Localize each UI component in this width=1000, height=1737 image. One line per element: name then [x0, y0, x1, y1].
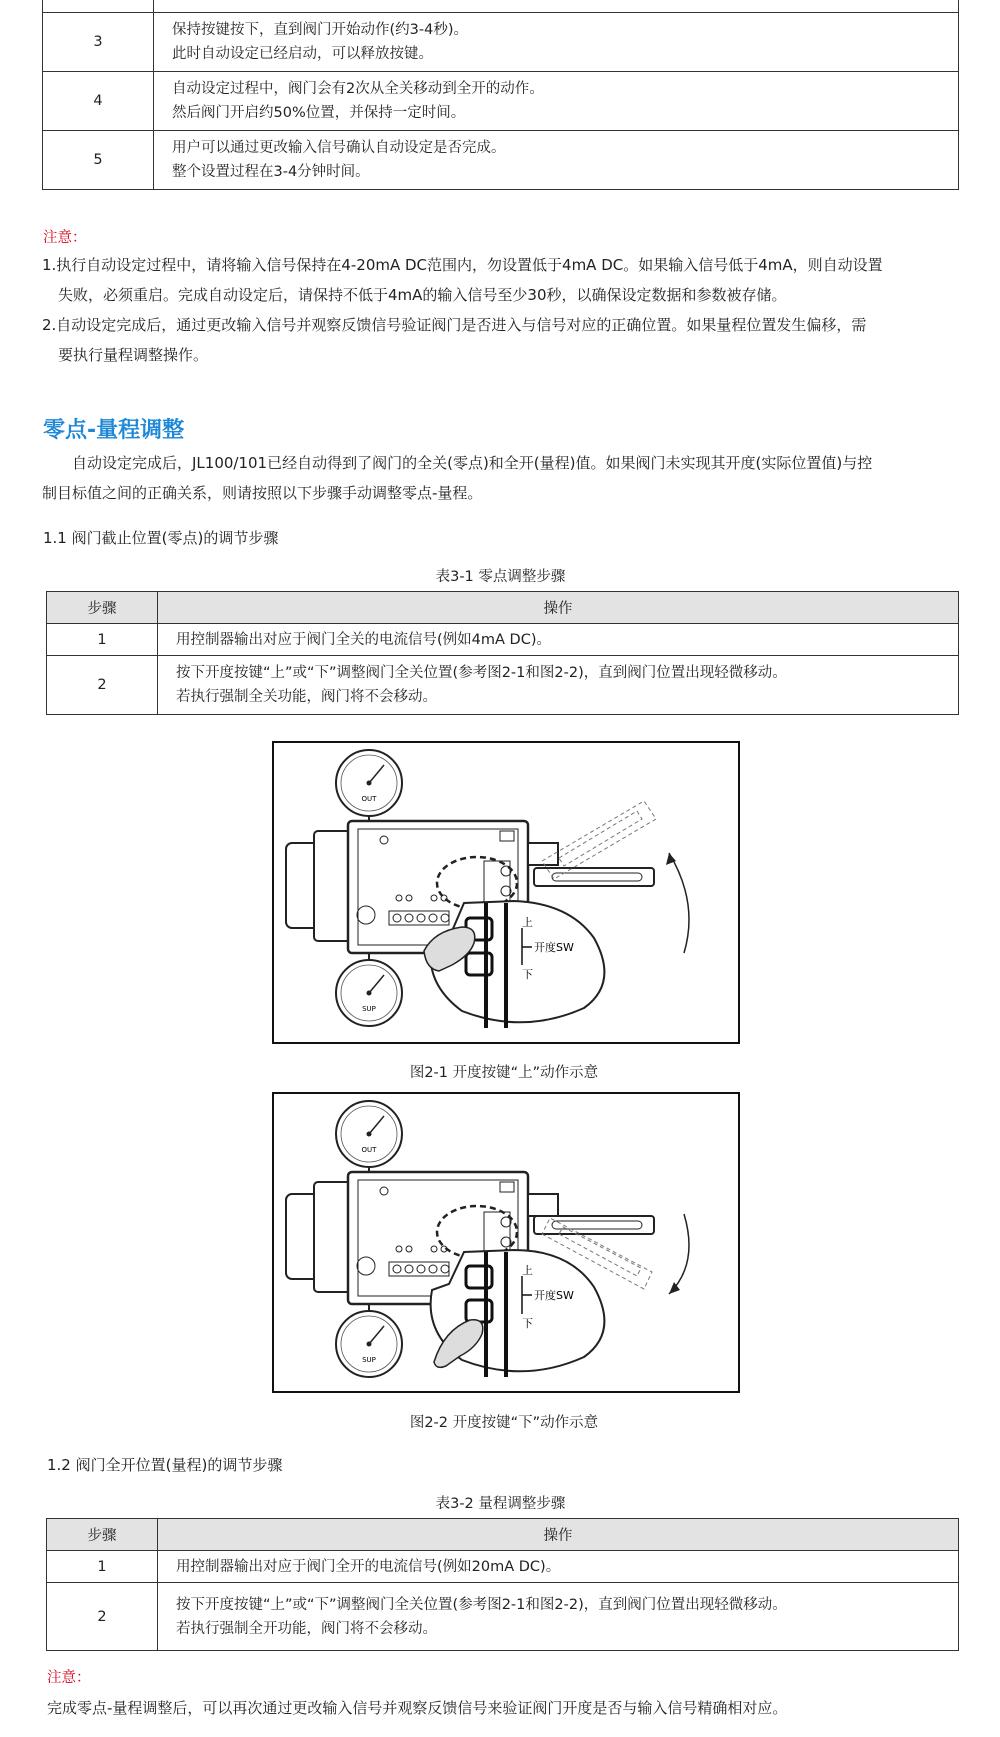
notice-line: 失败，必须重启。完成自动设定后，请保持不低于4mA的输入信号至少30秒，以确保设定数据和参数被存储。 — [58, 286, 787, 304]
key-up-label: 上 — [522, 1264, 533, 1277]
step-number: 5 — [43, 131, 154, 190]
table-row — [43, 131, 959, 190]
figure-down-key — [272, 1092, 740, 1393]
step-number: 4 — [43, 72, 154, 131]
step-text: 自动设定过程中，阀门会有2次从全关移动到全开的动作。 — [172, 81, 544, 97]
step-text: 用户可以通过更改输入信号确认自动设定是否完成。 — [172, 140, 506, 156]
step-number: 2 — [47, 656, 158, 715]
positioner-diagram — [274, 743, 738, 1042]
span-adjust-table — [46, 1518, 959, 1651]
notice-title: 注意： — [43, 230, 87, 246]
notice-line: 要执行量程调整操作。 — [58, 346, 209, 364]
figure-caption: 图2-2 开度按键“下”动作示意 — [409, 1415, 599, 1431]
intro-line: 自动设定完成后，JL100/101已经自动得到了阀门的全关(零点)和全开(量程)值。如果阀门未实现其开度(实际位置值)与控 — [72, 454, 873, 472]
gauge-sup-icon — [336, 1304, 402, 1377]
table-row — [47, 624, 959, 656]
col-header-op: 操作 — [158, 592, 959, 624]
step-number: 3 — [43, 13, 154, 72]
table-caption: 表3-2 量程调整步骤 — [435, 1496, 566, 1512]
table-row — [47, 1551, 959, 1583]
positioner-diagram — [274, 1094, 738, 1391]
notice-body — [42, 250, 972, 370]
intro-line: 制目标值之间的正确关系，则请按照以下步骤手动调整零点-量程。 — [42, 484, 483, 502]
step-text: 若执行强制全关功能，阀门将不会移动。 — [176, 689, 437, 705]
step-text: 按下开度按键“上”或“下”调整阀门全关位置(参考图2-1和图2-2)，直到阀门位置出现轻微移动。 — [176, 1596, 787, 1613]
switch-label: 开度SW — [534, 941, 574, 954]
zero-adjust-table — [46, 591, 959, 715]
table-row — [43, 72, 959, 131]
step-text: 按下开度按键“上”或“下”调整阀门全关位置(参考图2-1和图2-2)，直到阀门位置出现轻微移动。 — [176, 665, 787, 681]
gauge-label: OUT — [361, 795, 377, 803]
step-text: 整个设置过程在3-4分钟时间。 — [172, 164, 370, 180]
notice-title: 注意： — [47, 1670, 91, 1686]
notice-text: 完成零点-量程调整后，可以再次通过更改输入信号并观察反馈信号来验证阀门开度是否与输入信号精确相对应。 — [47, 1699, 788, 1717]
table-row — [43, 0, 959, 13]
step-text: 保持按键按下，直到阀门开始动作(约3-4秒)。 — [172, 22, 468, 38]
gauge-label: OUT — [361, 1146, 377, 1154]
subsection-heading: 1.2 阀门全开位置(量程)的调节步骤 — [47, 1456, 283, 1474]
key-down-label: 下 — [522, 968, 533, 981]
table-header-row — [47, 592, 959, 624]
section-title: 零点-量程调整 — [43, 418, 185, 443]
notice-line: 2.自动设定完成后，通过更改输入信号并观察反馈信号验证阀门是否进入与信号对应的正确位置。如果量程位置发生偏移，需 — [42, 316, 867, 334]
gauge-out-icon — [336, 1101, 402, 1174]
subsection-heading: 1.1 阀门截止位置(零点)的调节步骤 — [43, 529, 279, 547]
table-row — [47, 656, 959, 715]
step-text: 此时自动设定已经启动，可以释放按键。 — [172, 46, 433, 62]
rotate-arrow-icon — [669, 1214, 689, 1294]
step-text: 若执行强制全开功能，阀门将不会移动。 — [176, 1620, 437, 1637]
switch-label: 开度SW — [534, 1289, 574, 1302]
gauge-label: SUP — [362, 1356, 376, 1364]
key-up-label: 上 — [522, 916, 533, 929]
table-header-row — [47, 1519, 959, 1551]
figure-caption: 图2-1 开度按键“上”动作示意 — [409, 1065, 599, 1081]
gauge-out-icon — [336, 750, 402, 823]
col-header-op: 操作 — [158, 1519, 959, 1551]
section-intro — [42, 448, 972, 508]
table-caption: 表3-1 零点调整步骤 — [435, 569, 566, 585]
col-header-step: 步骤 — [47, 592, 158, 624]
step-text: 用控制器输出对应于阀门全关的电流信号(例如4mA DC)。 — [158, 624, 959, 656]
auto-setup-table — [42, 0, 959, 190]
step-text: 然后阀门开启约50%位置，并保持一定时间。 — [172, 105, 466, 121]
step-number: 1 — [47, 624, 158, 656]
step-number: 1 — [47, 1551, 158, 1583]
notice-line: 1.执行自动设定过程中，请将输入信号保持在4-20mA DC范围内，勿设置低于4mA DC。如果输入信号低于4mA，则自动设置 — [42, 256, 883, 274]
step-text: 用控制器输出对应于阀门全开的电流信号(例如20mA DC)。 — [158, 1551, 959, 1583]
step-number: 2 — [47, 1583, 158, 1651]
table-row — [47, 1583, 959, 1651]
key-down-label: 下 — [522, 1317, 533, 1330]
table-row — [43, 13, 959, 72]
gauge-sup-icon — [336, 953, 402, 1026]
figure-up-key — [272, 741, 740, 1044]
gauge-label: SUP — [362, 1005, 376, 1013]
rotate-arrow-icon — [669, 853, 689, 953]
col-header-step: 步骤 — [47, 1519, 158, 1551]
